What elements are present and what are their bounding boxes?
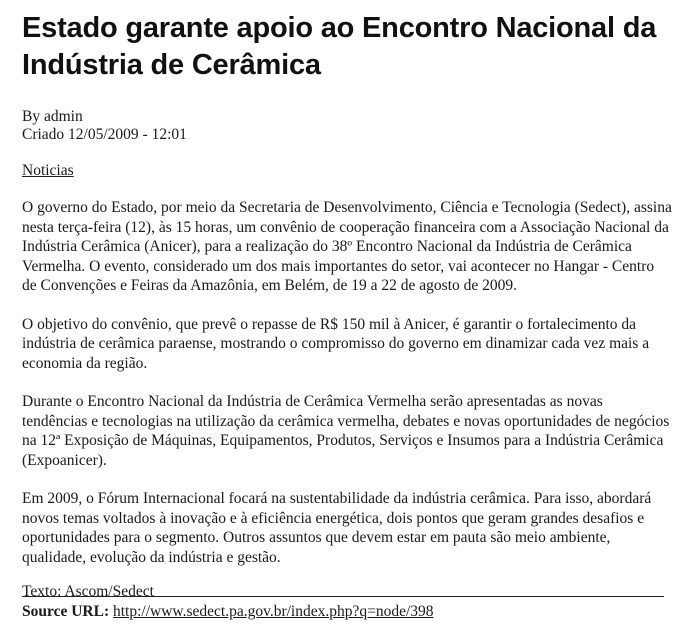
author-line: By admin [22,108,83,125]
created-date: Criado 12/05/2009 - 12:01 [22,126,187,143]
article [22,10,672,601]
category-link[interactable]: Noticias [22,162,74,179]
article-credit: Texto: Ascom/Sedect [22,583,154,600]
article-meta [22,108,672,144]
article-title: Estado garante apoio ao Encontro Nacional da Indústria de Cerâmica [22,12,657,81]
paragraph: Em 2009, o Fórum Internacional focará na sustentabilidade da indústria cerâmica. Para isso, abordará novos temas voltados à inovação e à eficiência energética, dois pontos que geram grandes desafios e oportunidades para o segmento. Outros assuntos que devem estar em pauta são meio ambiente, qualidade, evolução da indústria e gestão. [22,490,652,566]
article-body [22,198,672,567]
source-url-link[interactable]: http://www.sedect.pa.gov.br/index.php?q=node/398 [113,603,434,620]
paragraph: O governo do Estado, por meio da Secretaria de Desenvolvimento, Ciência e Tecnologia (Sedect), assina nesta terça-feira (12), às 15 horas, um convênio de cooperação financeira com a Associação Nacional da Indústria Cerâmica (Anicer), para a realização do 38º Encontro Nacional da Indústria de Cerâmica Vermelha. O evento, considerado um dos mais importantes do setor, vai acontecer no Hangar - Centro de Convenções e Feiras da Amazônia, em Belém, de 19 a 22 de agosto de 2009. [22,199,672,294]
paragraph: O objetivo do convênio, que prevê o repasse de R$ 150 mil à Anicer, é garantir o fortalecimento da indústria de cerâmica paraense, mostrando o compromisso do governo em dinamizar cada vez mais a economia da região. [22,315,650,372]
paragraph: Durante o Encontro Nacional da Indústria de Cerâmica Vermelha serão apresentadas as novas tendências e tecnologias na utilização da cerâmica vermelha, debates e novas oportunidades de negócios na 12ª Exposição de Máquinas, Equipamentos, Produtos, Serviços e Insumos para a Indústria Cerâmica (Expoanicer). [22,393,670,469]
footer-divider [22,596,664,597]
source-footer [22,603,434,621]
source-label: Source URL: [22,603,110,620]
category [22,162,672,180]
